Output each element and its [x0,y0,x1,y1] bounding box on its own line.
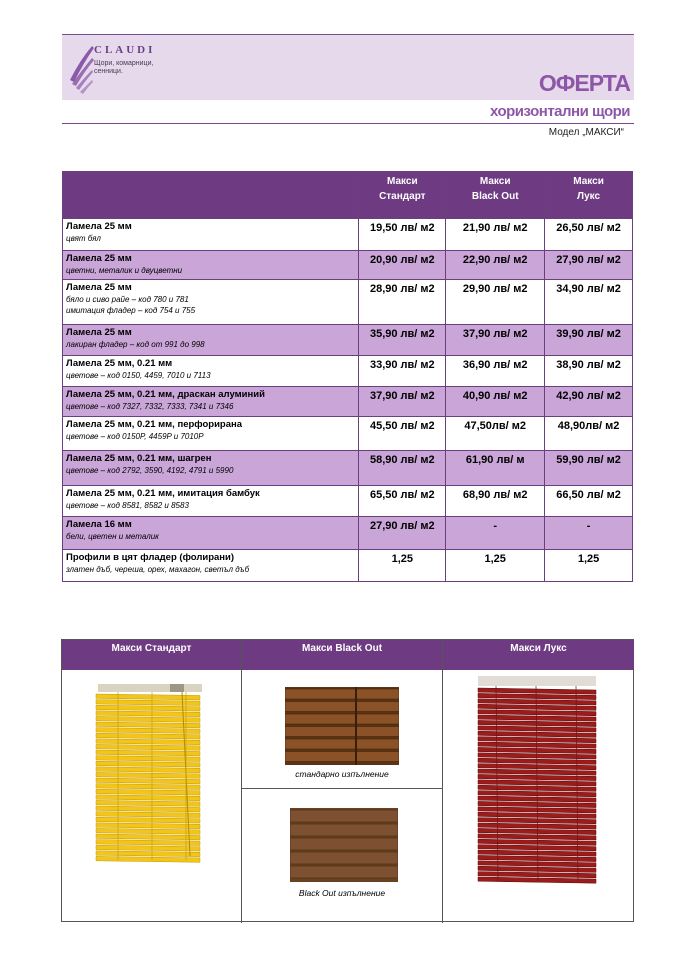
blind-slat [96,694,200,700]
price-cell: 26,50 лв/ м2 [545,219,633,251]
price-cell: 34,90 лв/ м2 [545,280,633,325]
product-subtitle: лакиран фладер – код от 991 до 998 [66,340,205,349]
blind-slat [96,800,200,806]
col-header-line: Макси [387,176,418,187]
blind-slat [290,866,398,878]
gallery-header-lux: Макси Лукс [443,640,634,670]
product-description [63,387,359,417]
product-title: Ламела 25 мм [66,282,132,293]
blind-slat [96,812,200,818]
price-cell: 29,90 лв/ м2 [446,280,545,325]
blind-slat [285,689,399,699]
product-subtitle: златен дъб, череша, орех, махагон, светъл дъб [66,565,250,574]
blind-slat [478,710,596,716]
price-cell: 59,90 лв/ м2 [545,451,633,486]
blind-slat [478,839,596,845]
blind-slat [478,693,596,699]
blind-slat [478,818,596,824]
price-cell: 1,25 [446,550,545,582]
product-description [63,451,359,486]
price-cell: 45,50 лв/ м2 [359,417,446,451]
blind-slat [290,810,398,822]
blind-slat [478,850,596,856]
price-cell: 66,50 лв/ м2 [545,486,633,517]
blind-slat [96,834,200,840]
blind-slat [478,704,596,710]
product-subtitle: цветове – код 0150, 4459, 7010 и 7113 [66,371,211,380]
col-header-lux [545,172,633,219]
price-cell: 21,90 лв/ м2 [446,219,545,251]
product-subtitle: бели, цветен и металик [66,532,159,541]
caption-standard: стандарно изпълнение [295,769,389,779]
price-cell: 68,90 лв/ м2 [446,486,545,517]
blind-slat [96,767,200,773]
blind-slat [478,861,596,867]
price-row [63,550,633,582]
blind-slat [96,711,200,717]
price-row [63,486,633,517]
blind-slat [96,845,200,851]
model-label: Модел „МАКСИ“ [548,127,624,138]
blind-slat [478,866,596,872]
col-header-line: Макси [573,176,604,187]
price-cell: 65,50 лв/ м2 [359,486,446,517]
price-cell: - [446,517,545,550]
price-cell: 61,90 лв/ м [446,451,545,486]
blind-slat [96,851,200,857]
product-subtitle: бяло и сиво райе – код 780 и 781 [66,295,189,304]
product-subtitle: цветове – код 7327, 7332, 7333, 7341 и 7346 [66,402,234,411]
blind-slat [478,855,596,861]
gallery-header-standard: Макси Стандарт [62,640,241,670]
blind-slat [96,789,200,795]
page-subtitle: хоризонтални щори [490,103,630,120]
col-header-standard [359,172,446,219]
product-title: Ламела 25 мм [66,221,132,232]
price-cell: 37,90 лв/ м2 [359,387,446,417]
blind-slat [285,714,399,724]
price-cell: 19,50 лв/ м2 [359,219,446,251]
price-cell: 36,90 лв/ м2 [446,356,545,387]
blind-slat [290,824,398,836]
product-title: Ламела 25 мм, 0.21 мм, драскан алуминий [66,389,265,400]
price-row [63,280,633,325]
price-cell: 20,90 лв/ м2 [359,251,446,280]
blind-slat [478,737,596,743]
col-header-line: Макси [479,176,511,187]
col-header-line: Стандарт [379,191,426,202]
price-cell: 40,90 лв/ м2 [446,387,545,417]
price-row [63,417,633,451]
product-description [63,356,359,387]
blind-slat [96,823,200,829]
blind-slat [96,778,200,784]
product-subtitle: цветни, металик и двуцветни [66,266,183,275]
price-row [63,251,633,280]
gallery-divider [442,640,443,923]
blind-slat [478,742,596,748]
blind-slat [96,784,200,790]
header-empty-cell [63,172,359,219]
price-cell: 58,90 лв/ м2 [359,451,446,486]
price-cell: 38,90 лв/ м2 [545,356,633,387]
product-subtitle: цвят бял [66,234,101,243]
product-title: Ламела 25 мм, 0.21 мм [66,358,173,369]
price-cell: 37,90 лв/ м2 [446,325,545,356]
price-table-body [63,219,633,582]
price-cell: 47,50лв/ м2 [446,417,545,451]
product-title: Ламела 25 мм [66,253,132,264]
blind-slat [96,856,200,862]
yellow-blind-image [94,684,214,864]
blind-slat [478,720,596,726]
blind-slat [290,852,398,864]
product-description [63,486,359,517]
brown-blind-blackout-image [290,808,398,882]
product-gallery [61,639,634,922]
product-subtitle: цветове – код 8581, 8582 и 8583 [66,501,189,510]
price-row [63,219,633,251]
price-cell: 27,90 лв/ м2 [359,517,446,550]
product-title: Ламела 25 мм, 0.21 мм, имитация бамбук [66,488,260,499]
blind-slat [96,772,200,778]
price-cell: 28,90 лв/ м2 [359,280,446,325]
price-row [63,451,633,486]
price-cell: 42,90 лв/ м2 [545,387,633,417]
blind-slat [96,705,200,711]
blind-slat [96,700,200,706]
gallery-divider [241,640,242,923]
blind-slat [478,699,596,705]
product-description [63,550,359,582]
product-description [63,219,359,251]
price-cell: - [545,517,633,550]
product-description [63,417,359,451]
price-cell: 1,25 [359,550,446,582]
price-row [63,517,633,550]
header-top-rule [62,34,634,35]
price-row [63,325,633,356]
caption-blackout: Black Out изпълнение [298,888,386,898]
product-description [63,251,359,280]
brand-name: CLAUDI [94,44,156,56]
blind-slat [478,715,596,721]
blind-slat [285,739,399,749]
product-title: Ламела 25 мм, 0.21 мм, шагрен [66,453,212,464]
product-description [63,280,359,325]
blind-slat [96,817,200,823]
product-subtitle: цветове – код 0150P, 4459P и 7010P [66,432,204,441]
product-description [63,517,359,550]
blind-slat [478,845,596,851]
price-cell: 48,90лв/ м2 [545,417,633,451]
price-cell: 22,90 лв/ м2 [446,251,545,280]
blind-slat [285,702,399,712]
product-subtitle: имитация фладер – код 754 и 755 [66,306,196,315]
product-title: Ламела 25 мм, 0.21 мм, перфорирана [66,419,243,430]
price-row [63,356,633,387]
product-title: Ламела 25 мм [66,327,132,338]
blind-slat [478,834,596,840]
price-row [63,387,633,417]
blind-slat [96,756,200,762]
col-header-line: Black Out [471,191,519,202]
gallery-divider [241,788,442,789]
blind-slat [478,823,596,829]
blind-slat [285,727,399,737]
blind-slat [96,828,200,834]
page-title: ОФЕРТА [538,70,630,96]
price-cell: 33,90 лв/ м2 [359,356,446,387]
product-subtitle: цветове – код 2792, 3590, 4192, 4791 и 5990 [66,466,234,475]
price-table [62,171,633,582]
blind-slat [478,731,596,737]
blind-slat [96,795,200,801]
blind-slat [96,761,200,767]
product-title: Ламела 16 мм [66,519,132,530]
blind-slat [96,722,200,728]
product-description [63,325,359,356]
blind-slat [478,828,596,834]
price-cell: 27,90 лв/ м2 [545,251,633,280]
price-cell: 1,25 [545,550,633,582]
blind-slat [478,726,596,732]
product-title: Профили в цят фладер (фолирани) [66,552,235,563]
col-header-line: Лукс [577,191,601,202]
blind-slat [96,840,200,846]
price-cell: 35,90 лв/ м2 [359,325,446,356]
brown-blind-standard-image [285,687,399,765]
price-cell: 39,90 лв/ м2 [545,325,633,356]
brand-tagline: Щори, комарници, сенници. [94,60,154,75]
col-header-blackout [446,172,545,219]
gallery-header-blackout: Макси Black Out [242,640,442,670]
red-blind-image [476,676,602,890]
blind-slat [290,838,398,850]
blind-slat [96,716,200,722]
price-table-header [63,172,633,219]
blind-slat [96,806,200,812]
subtitle-rule [62,123,634,124]
blind-slat [285,752,399,762]
